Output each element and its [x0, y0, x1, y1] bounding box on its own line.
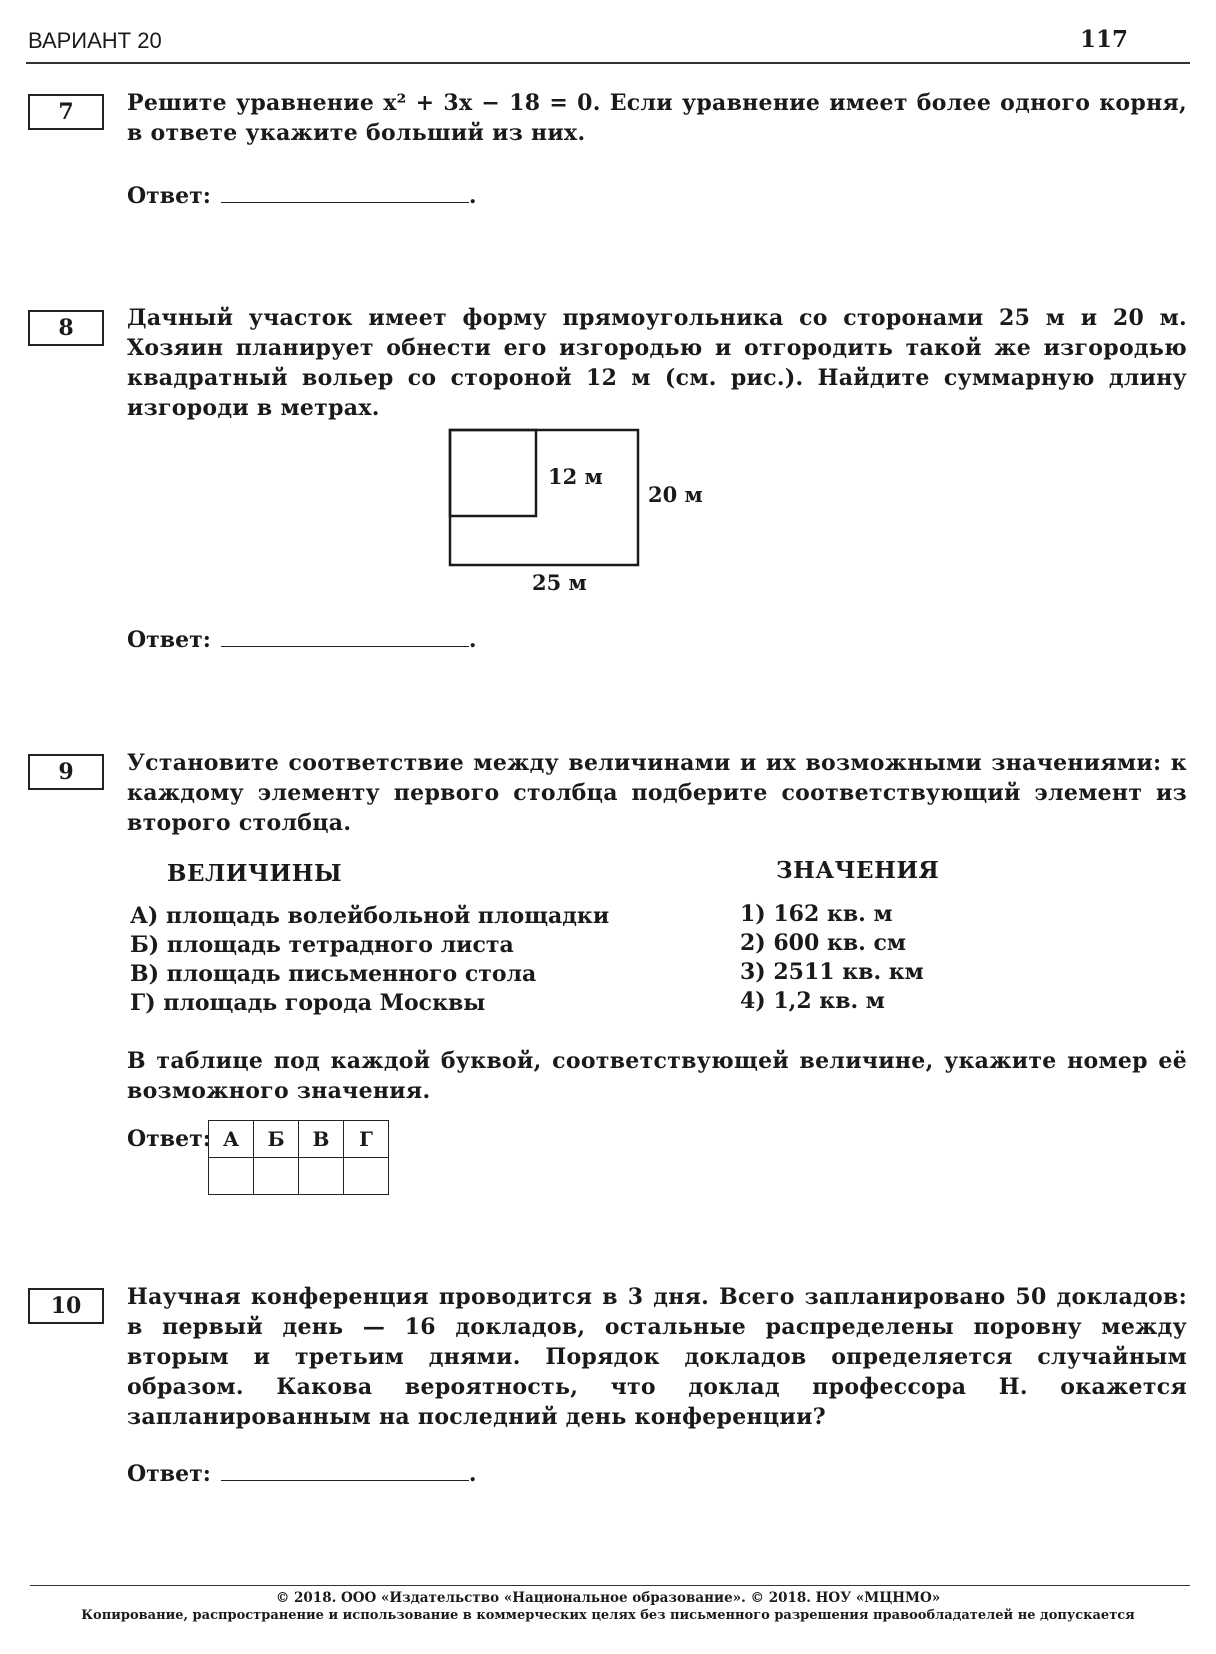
- footer-copyright: © 2018. ООО «Издательство «Национальное образование». © 2018. НОУ «МЦНМО»: [275, 1590, 941, 1606]
- task-10-text: Научная конференция проводится в 3 дня. Всего запланировано 50 докладов: в первый день — 16 докладов, остальные распределены поровну между вторым и третьим днями. Порядок докладов определяется случайным образом. Какова вероятность, что доклад профессора Н. окажется запланированным на последний день конференции?: [127, 1284, 1187, 1430]
- answer-cell-b[interactable]: [254, 1158, 299, 1195]
- value-item: 1) 162 кв. м: [740, 901, 893, 927]
- task-9-answer-table: [208, 1120, 389, 1195]
- task-10-answer: Ответ: .: [127, 1458, 477, 1487]
- table-header-b: Б: [254, 1121, 299, 1158]
- table-header-g: Г: [344, 1121, 389, 1158]
- table-header-v: В: [299, 1121, 344, 1158]
- quantities-title: ВЕЛИЧИНЫ: [167, 860, 343, 887]
- answer-label: Ответ:: [127, 1461, 211, 1487]
- task-9-text: Установите соответствие между величинами и их возможными значениями: к каждому элементу первого столбца подберите соответствующий элемент из второго столбца.: [127, 750, 1187, 836]
- task-9-instruction: В таблице под каждой буквой, соответствующей величине, укажите номер её возможного значения.: [127, 1048, 1187, 1104]
- task-7-number: 7: [28, 94, 104, 130]
- header-divider: [26, 62, 1190, 64]
- quantity-item: Б) площадь тетрадного листа: [130, 932, 514, 958]
- footer-divider: [30, 1585, 1190, 1586]
- task-9-number: 9: [28, 754, 104, 790]
- square-side-label: 12 м: [548, 464, 603, 489]
- task-10-number: 10: [28, 1288, 104, 1324]
- answer-cell-g[interactable]: [344, 1158, 389, 1195]
- quantities-list: [130, 902, 609, 1018]
- answer-label: Ответ:: [127, 183, 211, 209]
- task-8-number: 8: [28, 310, 104, 346]
- answer-cell-v[interactable]: [299, 1158, 344, 1195]
- height-label: 20 м: [648, 482, 703, 507]
- page-number: 117: [1079, 26, 1128, 53]
- enclosure-square: [450, 430, 536, 516]
- value-item: 3) 2511 кв. км: [740, 959, 924, 985]
- quantity-item: Г) площадь города Москвы: [130, 990, 486, 1016]
- values-title: ЗНАЧЕНИЯ: [776, 857, 940, 884]
- table-header-a: А: [209, 1121, 254, 1158]
- answer-label: Ответ:: [127, 627, 211, 653]
- value-item: 4) 1,2 кв. м: [740, 988, 885, 1014]
- task-8-figure: [448, 428, 718, 603]
- task-8-answer-field[interactable]: [221, 624, 469, 647]
- values-list: [740, 900, 924, 1016]
- answer-cell-a[interactable]: [209, 1158, 254, 1195]
- value-item: 2) 600 кв. см: [740, 930, 906, 956]
- width-label: 25 м: [532, 570, 587, 595]
- task-8-answer: Ответ: .: [127, 624, 477, 653]
- quantity-item: А) площадь волейбольной площадки: [130, 903, 610, 929]
- task-7-answer-field[interactable]: [221, 180, 469, 203]
- task-10-answer-field[interactable]: [221, 1458, 469, 1481]
- header-title: ВАРИАНТ 20: [28, 28, 162, 53]
- quantity-item: В) площадь письменного стола: [130, 961, 537, 987]
- task-9-answer-label: Ответ:: [127, 1126, 211, 1152]
- task-7-answer: Ответ: .: [127, 180, 477, 209]
- plot-rectangle: [450, 430, 638, 565]
- task-7-text: Решите уравнение x² + 3x − 18 = 0. Если уравнение имеет более одного корня, в ответе укажите больший из них.: [127, 90, 1187, 146]
- footer-notice: Копирование, распространение и использование в коммерческих целях без письменного разрешения правообладателей не допускается: [81, 1608, 1135, 1623]
- task-8-text: Дачный участок имеет форму прямоугольника со сторонами 25 м и 20 м. Хозяин планирует обнести его изгородью и отгородить такой же изгородью квадратный вольер со стороной 12 м (см. рис.). Найдите суммарную длину изгороди в метрах.: [127, 305, 1187, 421]
